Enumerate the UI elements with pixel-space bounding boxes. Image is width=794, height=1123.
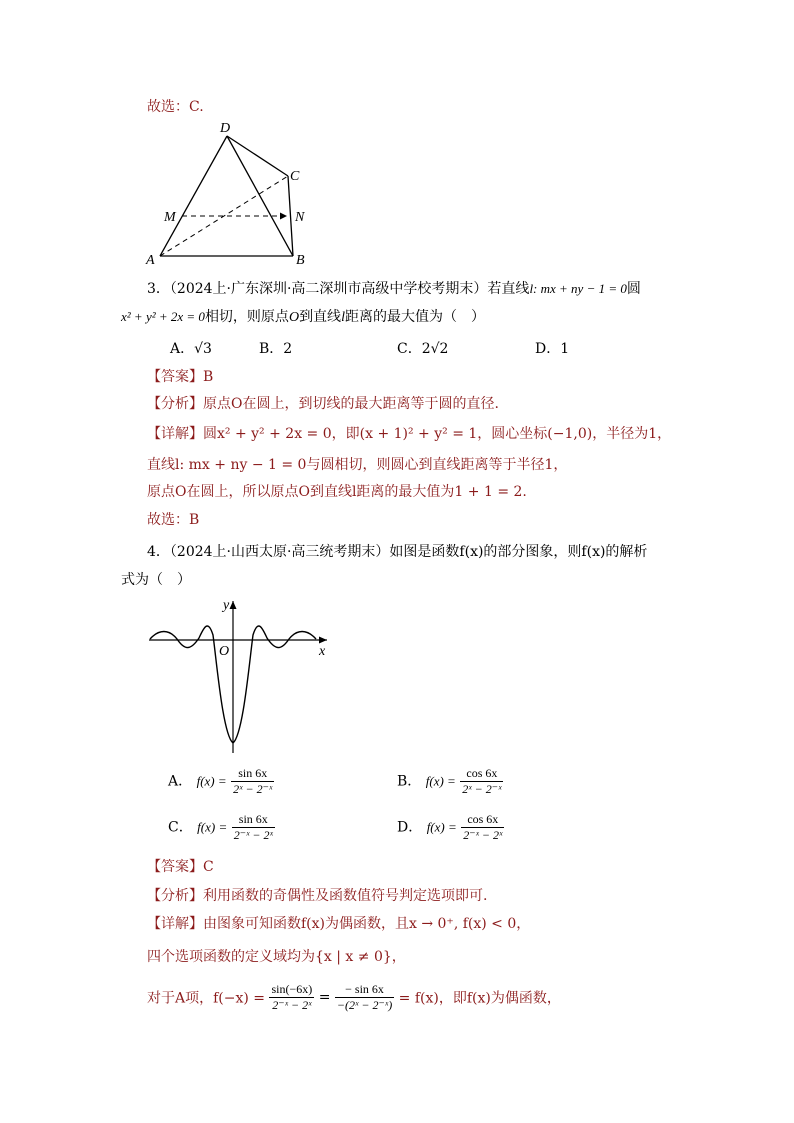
q3-detail3: 原点O在圆上，所以原点O到直线l距离的最大值为1 + 1 = 2. [147,484,527,500]
q3-stem1: 3．（2024上·广东深圳·高二深圳市高级中学校考期末）若直线 [147,281,530,297]
q3-stem1b: 圆 [626,281,641,297]
edge-DA [160,136,227,256]
q2-answer-line: 故选：C. [147,99,204,115]
q4-analysis [147,885,487,905]
q3-stem3: 到直线 [299,309,342,325]
q4-analysis-label: 【分析】 [147,888,203,904]
q4-answer: 【答案】C [147,859,214,875]
q3-analysis-label: 【分析】 [147,396,203,412]
q3-option-d: D．1 [535,341,570,357]
q3-option-b: B．2 [259,341,293,357]
q3-detail [147,423,671,443]
q4-option-a: A． f(x) = $\frac{\sin 6x}{\text{2ˣ − 2⁻ˣ}}$ [168,766,273,796]
function-graph [145,595,335,760]
q3-analysis [147,393,499,413]
q4-option-b-fraction: $\frac{\cos 6x}{\text{2ˣ − 2⁻ˣ}}$ [462,766,502,796]
q4-detail3: 对于A项，f(−x) = $\frac{\sin(-6x)}{\text{2⁻ˣ − 2ˣ}}$ = $\frac{- \sin 6x}{\text{−(2ˣ − 2⁻ˣ)}}$ = f(x)，即f(x)为偶函数， [147,982,561,1012]
q3-detail-label: 【详解】 [147,426,203,442]
q4-option-a-fraction: $\frac{\sin 6x}{\text{2ˣ − 2⁻ˣ}}$ [233,766,273,796]
axis-y-label: y [223,598,230,613]
edge-DB [227,136,293,256]
axis-x-label: x [319,644,326,659]
arrow-head [280,213,287,220]
q4-option-c: C． f(x) = $\frac{\sin 6x}{\text{2⁻ˣ − 2ˣ}}$ [168,812,273,842]
q3-detail2: 直线l: mx + ny − 1 = 0与圆相切，则圆心到直线距离等于半径1， [147,457,568,473]
label-M: M [164,210,176,225]
edge-CB [288,176,293,256]
q4-detail1: 由图象可知函数f(x)为偶函数，且x → 0⁺, f(x) < 0， [203,916,531,932]
q4-analysis-text: 利用函数的奇偶性及函数值符号判定选项即可. [203,888,488,904]
origin-label: O [219,644,230,659]
label-B: B [296,253,305,268]
edge-DC [227,136,288,176]
q4-detail [147,913,530,933]
tetrahedron-figure [140,118,325,268]
q4-option-d-fraction: $\frac{\cos 6x}{\text{2⁻ˣ − 2ˣ}}$ [463,812,503,842]
label-A: A [146,253,155,268]
q3-stem-line2 [121,306,485,326]
y-axis-arrow [230,601,237,609]
q3-detail1: 圆x² + y² + 2x = 0，即(x + 1)² + y² = 1，圆心坐标(−1,0)，半径为1， [203,426,672,442]
q3-stem4: 距离的最大值为（ ） [344,309,485,325]
q4-stem1: 4．（2024上·山西太原·高三统考期末）如图是函数f(x)的部分图象，则f(x)的解析 [147,544,648,560]
q4-detail3-fraction1: $\frac{\sin(-6x)}{\text{2⁻ˣ − 2ˣ}}$ [271,982,313,1012]
q4-stem2: 式为（ ） [121,572,191,588]
q3-analysis-text: 原点O在圆上，到切线的最大距离等于圆的直径. [203,396,499,412]
label-C: C [290,169,300,184]
edge-AC-dashed [160,176,288,256]
q4-option-b: B． f(x) = $\frac{\cos 6x}{\text{2ˣ − 2⁻ˣ}}$ [397,766,502,796]
q3-circle-eq: x² + y² + 2x = 0 [121,309,205,324]
q4-option-c-fraction: $\frac{\sin 6x}{\text{2⁻ˣ − 2ˣ}}$ [233,812,273,842]
q4-detail3-fraction2: $\frac{- \sin 6x}{\text{−(2ˣ − 2⁻ˣ)}}$ [336,982,393,1012]
q3-l: l [341,310,345,325]
x-axis-arrow [319,637,327,644]
q4-option-d: D． f(x) = $\frac{\cos 6x}{\text{2⁻ˣ − 2ˣ}}$ [397,812,503,842]
label-D: D [220,121,231,136]
label-N: N [295,210,305,225]
q3-final: 故选：B [147,512,200,528]
q3-stem2: 相切，则原点 [204,309,289,325]
q3-O: O [288,310,300,325]
q3-answer: 【答案】B [147,369,214,385]
q3-option-a: A．√3 [170,341,212,357]
q3-line-eq: l: mx + ny − 1 = 0 [529,281,627,296]
q4-detail2: 四个选项函数的定义域均为{x | x ≠ 0}， [147,949,406,965]
q3-option-c: C．2√2 [397,341,449,357]
q4-detail-label: 【详解】 [147,916,203,932]
q3-stem-line1 [147,278,641,298]
